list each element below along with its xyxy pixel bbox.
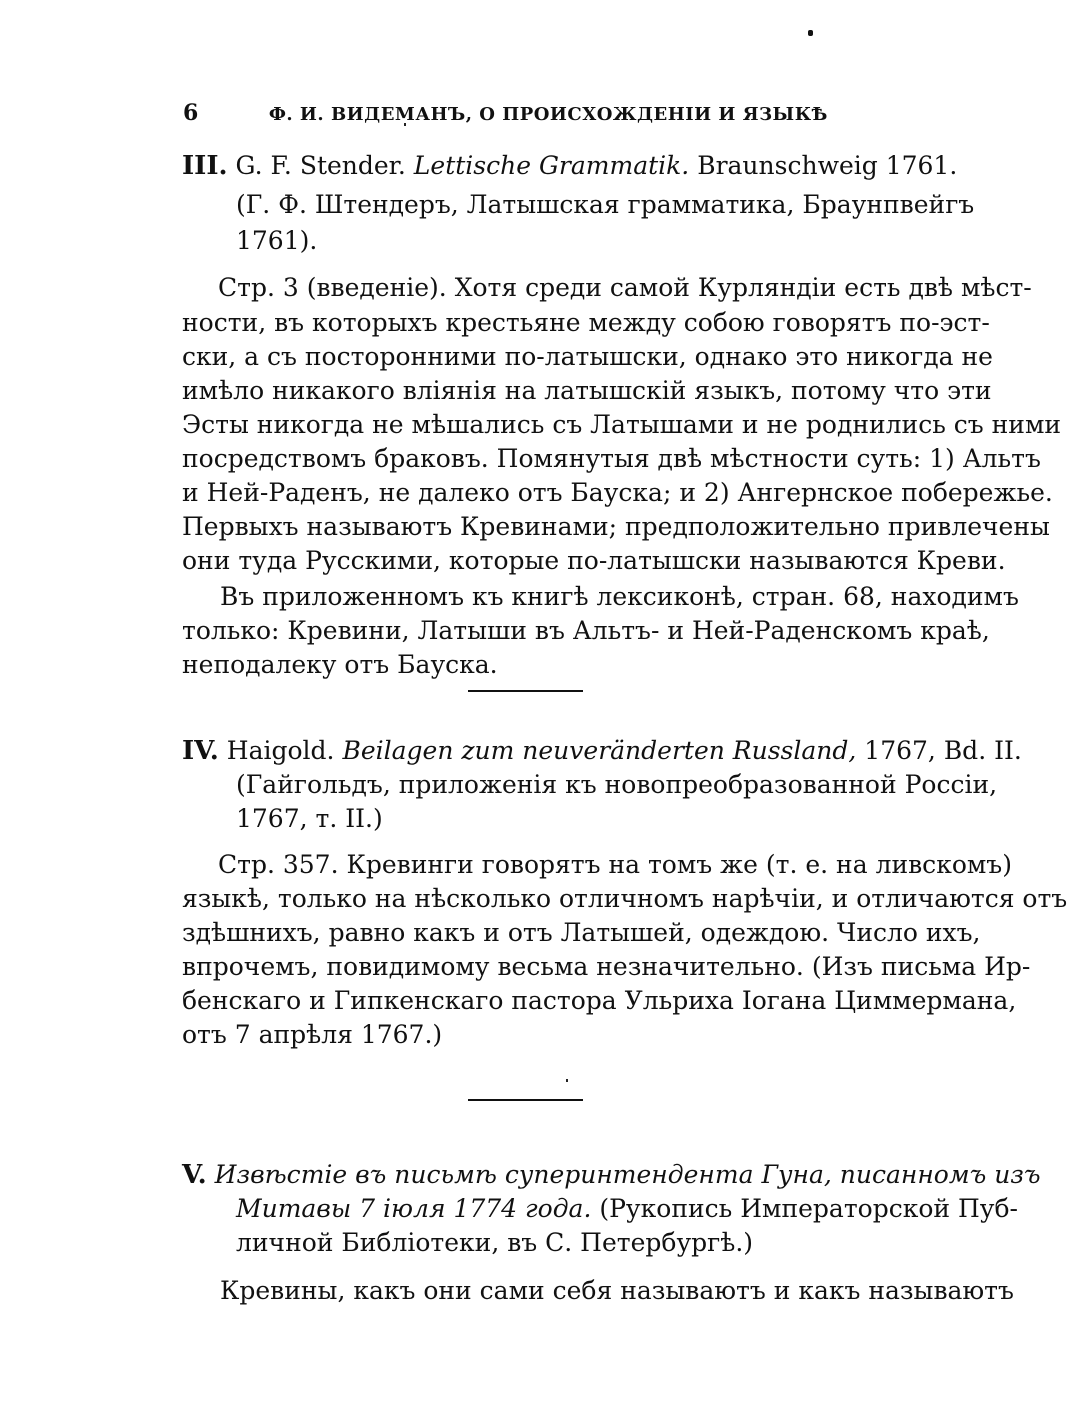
text-line: имѣло никакого вліянія на латышскій языкъ, потому что эти (182, 376, 992, 405)
citation-translation: (Г. Ф. Штендеръ, Латышская грамматика, Браунпвейгъ (236, 190, 975, 219)
text-line: здѣшнихъ, равно какъ и отъ Латышей, одеждою. Число ихъ, (182, 918, 981, 947)
text-line: Эсты никогда не мѣшались съ Латышами и не роднились съ ними (182, 410, 1062, 439)
text-line: неподалеку отъ Бауска. (182, 650, 498, 679)
text-line: ски, а съ посторонними по-латышски, однако это никогда не (182, 342, 993, 371)
text-line: ности, въ которыхъ крестьяне между собою говорятъ по-эст- (182, 308, 990, 337)
text-line: бенскаго и Гипкенскаго пастора Ульриха Іогана Циммермана, (182, 986, 1017, 1015)
section-v-citation (182, 1160, 1041, 1190)
citation-source: личной Библіотеки, въ С. Петербургѣ.) (236, 1228, 754, 1257)
text-line: они туда Русскими, которые по-латышски называются Креви. (182, 546, 1006, 575)
corner-mark (808, 30, 813, 36)
citation-author: Haigold. (226, 736, 335, 765)
citation-place-year: 1767, Bd. II. (864, 736, 1022, 765)
text-line: только: Кревини, Латыши въ Альтъ- и Ней-Раденскомъ краѣ, (182, 616, 990, 645)
citation-translation: 1767, т. II.) (236, 804, 383, 833)
citation-title: Lettische Grammatik. (413, 151, 690, 180)
section-numeral: III. (182, 151, 228, 181)
section-numeral: IV. (182, 736, 219, 766)
citation-translation: (Гайгольдъ, приложенія къ новопреобразованной Россіи, (236, 770, 998, 799)
running-title: Ф. И. ВИДЕМАНЪ, О ПРОИСХОЖДЕНІИ И ЯЗЫКѢ (268, 104, 828, 125)
citation-title: Beilagen zum neuveränderten Russland, (342, 736, 857, 765)
section-iii-citation (182, 151, 958, 181)
text-line: и Ней-Раденъ, не далеко отъ Бауска; и 2) Ангернское побережье. (182, 478, 1053, 507)
citation-author: G. F. Stender. (235, 151, 406, 180)
text-line: Стр. 3 (введеніе). Хотя среди самой Курляндіи есть двѣ мѣст- (218, 273, 1032, 302)
text-line: Кревины, какъ они сами себя называютъ и какъ называютъ (220, 1276, 1014, 1305)
text-line: Стр. 357. Кревинги говорятъ на томъ же (т. е. на ливскомъ) (218, 850, 1012, 879)
section-divider (468, 690, 583, 692)
text-line: отъ 7 апрѣля 1767.) (182, 1020, 443, 1049)
page-number: 6 (183, 100, 199, 126)
text-line: языкѣ, только на нѣсколько отличномъ нарѣчіи, и отличаются отъ (182, 884, 1067, 913)
citation-title: Митавы 7 іюля 1774 года. (236, 1194, 592, 1223)
section-iv-citation (182, 736, 1022, 766)
text-line: впрочемъ, повидимому весьма незначительно. (Изъ письма Ир- (182, 952, 1031, 981)
text-line: посредствомъ браковъ. Помянутыя двѣ мѣстности суть: 1) Альтъ (182, 444, 1041, 473)
text-line: Первыхъ называютъ Кревинами; предположительно привлечены (182, 512, 1050, 541)
citation-title: Извѣстіе въ письмѣ суперинтендента Гуна, писанномъ изъ (214, 1160, 1041, 1189)
section-numeral: V. (182, 1160, 207, 1190)
citation-source: (Рукопись Императорской Пуб- (599, 1194, 1018, 1223)
citation-translation: 1761). (236, 226, 318, 255)
section-divider (468, 1099, 583, 1101)
print-speck (566, 1079, 568, 1082)
citation-continuation (236, 1194, 1018, 1224)
citation-place-year: Braunschweig 1761. (697, 151, 958, 180)
text-line: Въ приложенномъ къ книгѣ лексиконѣ, стран. 68, находимъ (220, 582, 1019, 611)
running-header (183, 100, 828, 126)
